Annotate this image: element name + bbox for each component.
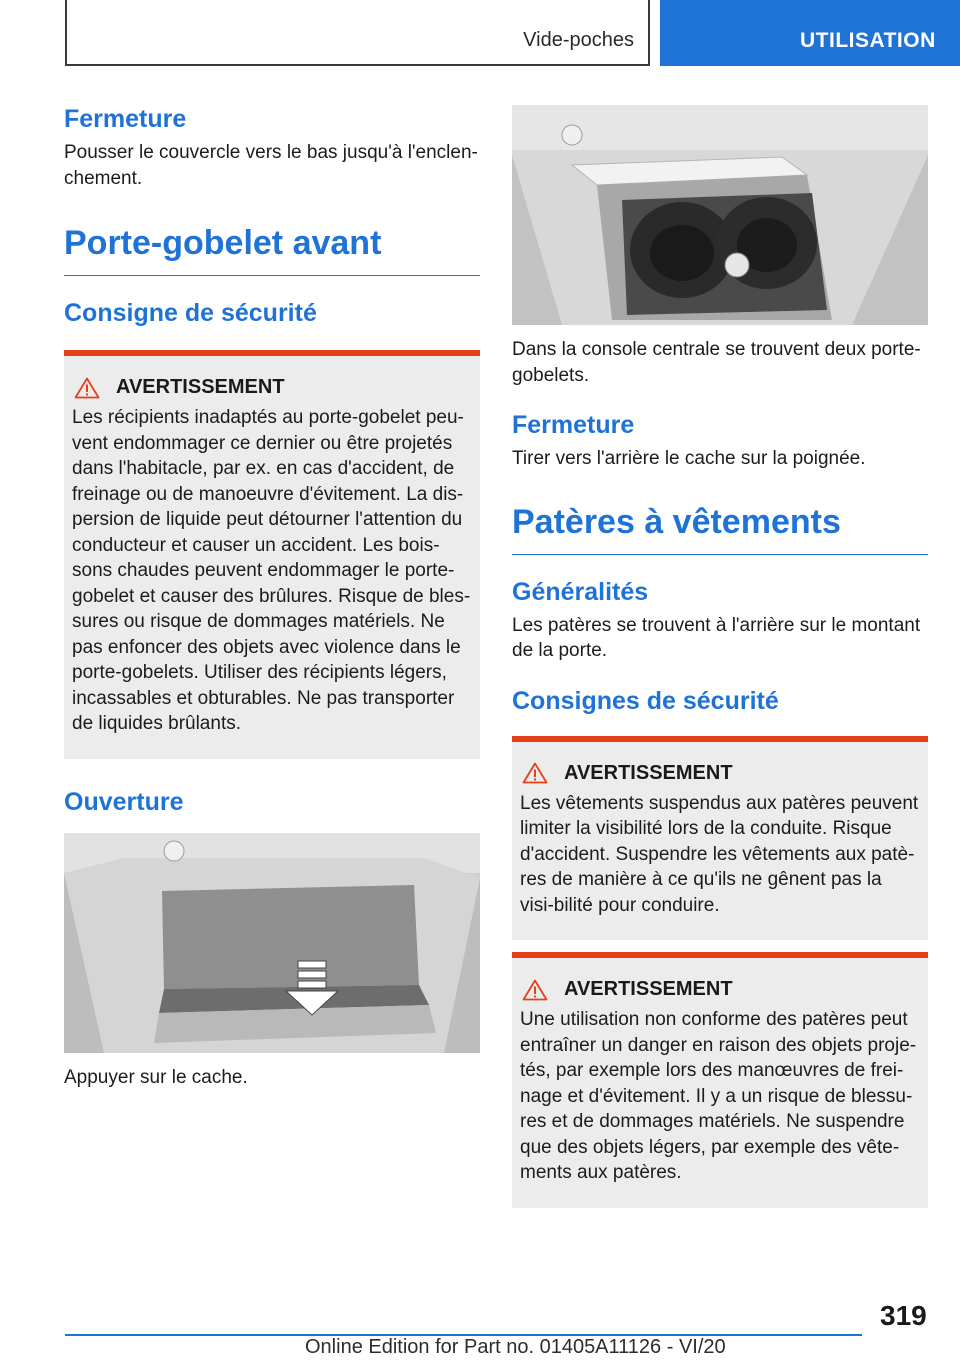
- page-number: 319: [880, 1300, 927, 1331]
- ouverture-heading: Ouverture: [64, 787, 184, 816]
- page-header: [0, 0, 960, 66]
- fermeture-heading: Fermeture: [64, 105, 187, 133]
- warning-label-2: AVERTISSEMENT: [564, 978, 733, 1000]
- right-column: [512, 105, 928, 1208]
- header-section-box: [65, 0, 650, 66]
- warning-box-2: [512, 952, 928, 1208]
- warning-triangle-icon: [522, 762, 548, 784]
- warning-label: AVERTISSEMENT: [116, 376, 285, 398]
- warning-triangle-icon: [74, 377, 100, 399]
- right-fermeture-text: Tirer vers l'arrière le cache sur la poignée.: [512, 448, 866, 469]
- footer-edition: Online Edition for Part no. 01405A11126 - VI/20: [305, 1336, 726, 1358]
- warning-text-2: Une utilisation non conforme des patères peut entraîner un danger en raison des objets proje-tés, par exemple lors des manœuvres de frei-nage et d'évitement. Il y a un risque de blessu-res et de dommages matériels. Ne suspendre que des objets légers, par exemple des vête-ments aux patères.: [520, 1009, 917, 1183]
- warning-text: Les récipients inadaptés au porte-gobelet peu-vent endommager ce dernier ou être projetés dans l'habitacle, par ex. en cas d'accident, de freinage ou de manoeuvre d'évitement. La dis-persion de liquide peut détourner l'attention du conducteur et causer un accident. Les bois-sons chaudes peuvent endommager le porte-gobelet et causer des brûlures. Risque de bles-sures ou risque de dommages matériels. Ne pas enfoncer des objets avec violence dans le porte-gobelets. Utiliser des récipients légers, incassables et obturables. Ne pas transporter de liquides brûlants.: [72, 407, 471, 734]
- consigne-heading: Consigne de sécurité: [64, 299, 317, 327]
- warning-title-2: [520, 978, 920, 1001]
- left-column: [64, 100, 480, 1090]
- pateres-heading: Patères à vêtements: [512, 502, 928, 555]
- fermeture-text: Pousser le couvercle vers le bas jusqu'à l'enclen-chement.: [64, 142, 478, 189]
- warning-triangle-icon: [522, 979, 548, 1001]
- warning-title: [72, 376, 472, 399]
- warning-box: [64, 350, 480, 759]
- warning-box-1: [512, 736, 928, 941]
- warning-title-1: [520, 762, 920, 785]
- cupholder-illustration: [512, 105, 928, 325]
- generalites-text: Les patères se trouvent à l'arrière sur le montant de la porte.: [512, 614, 921, 661]
- cover-closed-illustration: [64, 833, 480, 1053]
- warning-label-1: AVERTISSEMENT: [564, 761, 733, 784]
- porte-gobelet-heading: Porte-gobelet avant: [64, 223, 480, 276]
- consignes-heading: Consignes de sécurité: [512, 686, 779, 715]
- header-chapter-tab: UTILISATION: [660, 0, 960, 66]
- generalites-heading: Généralités: [512, 577, 649, 606]
- header-section-title: Vide-poches: [523, 29, 634, 51]
- ouverture-caption: Appuyer sur le cache.: [64, 1066, 248, 1088]
- cupholder-caption: Dans la console centrale se trouvent deux porte-gobelets.: [512, 339, 921, 386]
- right-fermeture-heading: Fermeture: [512, 411, 635, 439]
- warning-text-1: Les vêtements suspendus aux patères peuvent limiter la visibilité lors de la conduite. Risque d'accident. Suspendre les vêtements aux patè-res de manière à ce qu'ils ne gênent pas la visi-bilité pour conduire.: [520, 792, 919, 916]
